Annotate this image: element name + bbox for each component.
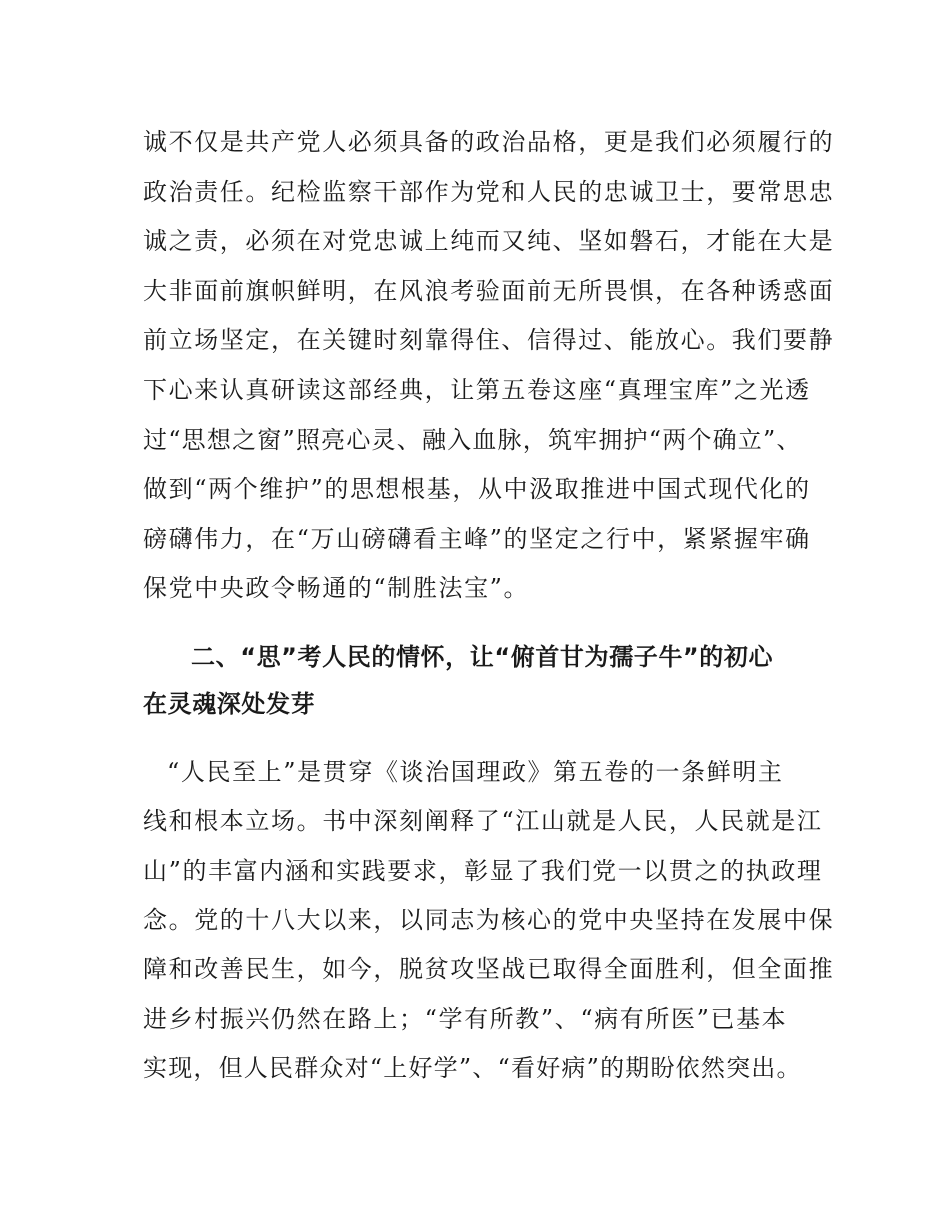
- paragraph-1-line-3: 诚之责，必须在对党忠诚上纯而又纯、坚如磐石，才能在大是: [143, 227, 835, 255]
- paragraph-1-line-1: 诚不仅是共产党人必须具备的政治品格，更是我们必须履行的: [143, 128, 835, 156]
- paragraph-1-line-4: 大非面前旗帜鲜明，在风浪考验面前无所畏惧，在各种诱惑面: [143, 277, 835, 305]
- paragraph-2-line-6: 进乡村振兴仍然在路上；“学有所教”、“病有所医”已基本: [143, 1005, 788, 1033]
- paragraph-2-line-3: 山”的丰富内涵和实践要求，彰显了我们党一以贯之的执政理: [143, 857, 823, 885]
- paragraph-2-line-7: 实现，但人民群众对“上好学”、“看好病”的期盼依然突出。: [143, 1054, 802, 1082]
- paragraph-1-line-5: 前立场坚定，在关键时刻靠得住、信得过、能放心。我们要静: [143, 326, 835, 354]
- paragraph-1-line-6: 下心来认真研读这部经典，让第五卷这座“真理宝库”之光透: [143, 376, 811, 404]
- paragraph-1-line-2: 政治责任。纪检监察干部作为党和人民的忠诚卫士，要常思忠: [143, 178, 835, 206]
- paragraph-2-line-5: 障和改善民生，如今，脱贫攻坚战已取得全面胜利，但全面推: [143, 955, 835, 983]
- paragraph-2-line-2: 线和根本立场。书中深刻阐释了“江山就是人民，人民就是江: [143, 807, 823, 835]
- paragraph-2-line-4: 念。党的十八大以来，以同志为核心的党中央坚持在发展中保: [143, 906, 835, 934]
- paragraph-1-line-10: 保党中央政令畅通的“制胜法宝”。: [143, 574, 530, 602]
- paragraph-1-line-7: 过“思想之窗”照亮心灵、融入血脉，筑牢拥护“两个确立”、: [143, 426, 802, 454]
- paragraph-1-line-9: 磅礴伟力，在“万山磅礴看主峰”的坚定之行中，紧紧握牢确: [143, 525, 811, 553]
- section-heading-line-1: 二、“思”考人民的情怀，让“俯首甘为孺子牛”的初心: [191, 643, 774, 671]
- paragraph-2-line-1: “人民至上”是贯穿《谈治国理政》第五卷的一条鲜明主: [167, 758, 784, 786]
- paragraph-1-line-8: 做到“两个维护”的思想根基，从中汲取推进中国式现代化的: [143, 475, 811, 503]
- section-heading-line-2: 在灵魂深处发芽: [143, 690, 316, 718]
